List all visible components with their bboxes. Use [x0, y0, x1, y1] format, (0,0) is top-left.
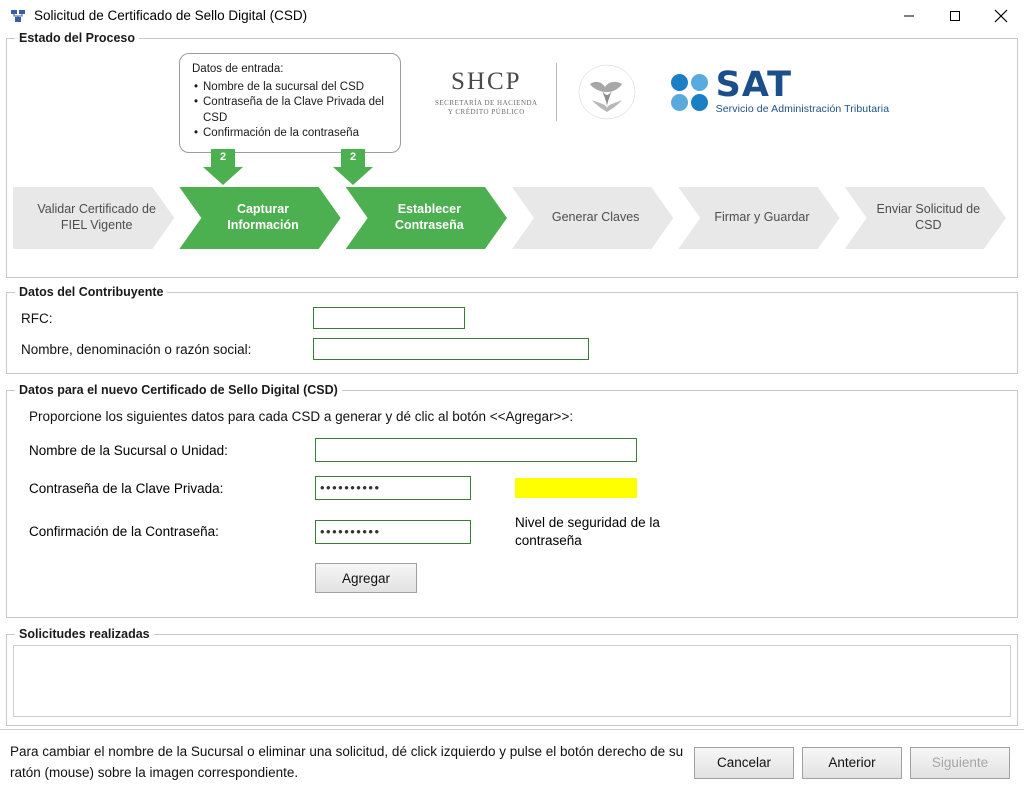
taxpayer-data-group	[6, 285, 1018, 374]
password-input[interactable]: ••••••••••	[315, 476, 471, 500]
password-strength-label: Nivel de seguridad de la contraseña	[515, 515, 660, 548]
new-csd-legend: Datos para el nuevo Certificado de Sello Digital (CSD)	[15, 383, 342, 397]
password-label: Contraseña de la Clave Privada:	[29, 480, 224, 496]
step-pointer-number: 2	[219, 151, 227, 163]
step-pointer-arrows	[7, 149, 1017, 185]
password-strength-bar	[515, 478, 637, 498]
sat-logo	[671, 65, 890, 115]
rfc-row	[21, 307, 1017, 329]
step-firmar-guardar[interactable]	[678, 187, 839, 249]
step-validar-certificado[interactable]	[13, 187, 174, 249]
footer-buttons	[694, 747, 1010, 779]
mexican-eagle-emblem-icon	[571, 61, 643, 123]
shcp-acronym: SHCP	[451, 67, 522, 95]
callout-list	[192, 80, 390, 142]
sat-dots-icon	[671, 74, 708, 111]
sucursal-input[interactable]	[315, 438, 637, 462]
step-generar-claves[interactable]	[512, 187, 673, 249]
confirm-password-label: Confirmación de la Contraseña:	[29, 524, 219, 540]
rfc-field	[313, 307, 465, 329]
sat-acronym: SAT	[715, 65, 793, 106]
step-capturar-informacion[interactable]	[179, 187, 340, 249]
window-title: Solicitud de Certificado de Sello Digital (CSD)	[34, 8, 308, 23]
minimize-icon[interactable]	[886, 0, 932, 32]
confirm-password-row	[29, 514, 1017, 549]
process-steps	[13, 187, 1011, 249]
process-status-legend: Estado del Proceso	[15, 31, 139, 45]
shcp-logo	[435, 63, 557, 121]
step-establecer-contrasena[interactable]	[346, 187, 507, 249]
step-label: Capturar Información	[227, 202, 299, 232]
cancelar-button[interactable]: Cancelar	[694, 747, 794, 779]
nombre-field	[313, 338, 589, 360]
new-csd-instructions: Proporcione los siguientes datos para cada CSD a generar y dé clic al botón <<Agregar>>:	[29, 409, 574, 424]
confirm-password-input[interactable]: ••••••••••	[315, 520, 471, 544]
step-label: Enviar Solicitud de CSD	[876, 202, 981, 232]
process-status-group	[6, 31, 1018, 278]
nombre-row	[21, 338, 1017, 360]
step-label: Firmar y Guardar	[714, 210, 810, 225]
sucursal-label: Nombre de la Sucursal o Unidad:	[29, 442, 228, 458]
footer-bar	[0, 729, 1024, 795]
footer-instructions: Para cambiar el nombre de la Sucursal o eliminar una solicitud, dé click izquierdo y pulse el botón derecho de su ratón (mouse) sobre la imagen correspondiente.	[10, 744, 684, 780]
input-data-callout	[179, 53, 401, 153]
maximize-icon[interactable]	[932, 0, 978, 32]
requests-made-group	[6, 627, 1018, 726]
callout-item: • Confirmación de la contraseña	[203, 126, 390, 142]
new-csd-group	[6, 383, 1018, 618]
step-label: Establecer Contraseña	[394, 202, 464, 232]
nombre-label: Nombre, denominación o razón social:	[21, 341, 252, 357]
sat-tagline: Servicio de Administración Tributaria	[715, 102, 890, 115]
step-label: Validar Certificado de FIEL Vigente	[37, 202, 156, 232]
siguiente-button: Siguiente	[910, 747, 1010, 779]
close-icon[interactable]	[978, 0, 1024, 32]
step-pointer-number: 2	[349, 151, 357, 163]
requests-made-legend: Solicitudes realizadas	[15, 627, 154, 641]
window-titlebar	[0, 0, 1024, 32]
callout-item: • Contraseña de la Clave Privada del CSD	[203, 95, 390, 126]
step-pointer-arrow	[333, 149, 373, 185]
requests-listbox[interactable]	[13, 645, 1011, 717]
callout-title: Datos de entrada:	[192, 63, 284, 75]
anterior-button[interactable]: Anterior	[802, 747, 902, 779]
password-row	[29, 476, 1017, 500]
agregar-button[interactable]: Agregar	[315, 563, 417, 593]
process-flow-header	[7, 39, 1017, 149]
taxpayer-data-legend: Datos del Contribuyente	[15, 285, 167, 299]
step-enviar-solicitud[interactable]	[845, 187, 1006, 249]
app-icon	[10, 8, 26, 24]
rfc-label: RFC:	[21, 310, 53, 326]
shcp-subtitle: SECRETARÍA DE HACIENDA Y CRÉDITO PÚBLICO	[435, 98, 538, 116]
callout-item: • Nombre de la sucursal del CSD	[203, 80, 390, 96]
sat-text	[715, 65, 890, 115]
sucursal-row	[29, 438, 1017, 462]
step-pointer-arrow	[203, 149, 243, 185]
step-label: Generar Claves	[551, 210, 640, 225]
agency-logos	[435, 61, 889, 123]
